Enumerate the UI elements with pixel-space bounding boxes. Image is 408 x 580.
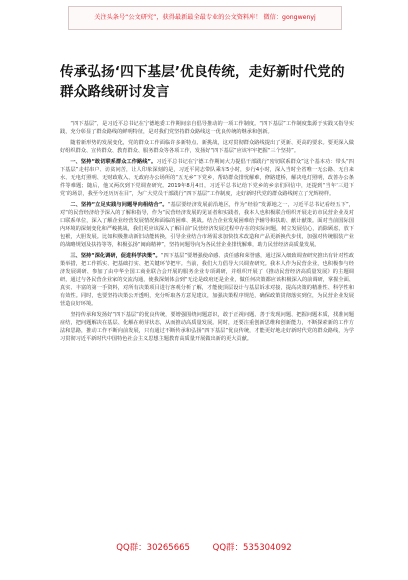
qq-group-2: QQ群：535304092	[212, 543, 292, 553]
paragraph: 坚持传承和发扬好“四下基层”的优良传统，要增强围绕问题意识，敢于正视问题、善于发现问题、把握问题本质，找准问题症结，把问题解决在基层、化解在萌芽状态，从而推动高质量发展。同时，还要注重创新思维和创新能力，不断探索新的工作方法和思路，推动工作不断向前发展，只有通过不断传承和弘扬“四下基层”优良传统，才能更好地走好新时代党的群众路线，为学习贯彻习近平新时代中国特色社会主义思想主题教育高质量开展做出新的更大贡献。	[60, 311, 354, 342]
qq-group-1: QQ群：30265665	[116, 543, 190, 553]
section-heading: 三、坚持“深化调研，促进科学决策”。	[70, 253, 161, 260]
article-body	[60, 121, 354, 347]
paragraph: 一、坚持“敢切联系群众工作路线”。习近平总书记在宁德工作期间大力提倡干部践行“密切联系群众”这个基本功：带头“四下基层”走村串户、访贫问苦，让人印象深刻的是，习近平同志带队乘车5小时，步行4小时，深入当时全省唯一无公路、无自来水、无电灯照明、无财政收入、无政府办公场所的“五无乡”下党乡，帮助群众排忧解难，修路建桥，解决电灯照明，改善办公条件等难题；随后，他又两次到下党调查研究。2019年8月4日，习近平总书记给下党乡的乡亲们回信中，还提到“当年‘三进下党’的场景，我至今还历历在目”，为广大党员干部践行“四下基层”工作制度，走好新时代党的群众路线树立了光辉榜样。	[60, 159, 354, 198]
paragraph: 二、坚持“立足实践与问题导向相结合”。“基层要经济发展前沿地区，作为“经验”发源地之一，习近平总书记看经五下”，对“的民营经济给予深入的了解和指导，作为“民营经济发展的见证者和实践者，我本人也积极联合组织开展走访市民营企业及对口联系单位，深入了解企业经营发展情况和面临的困难、挑战。结合企业发展困难给予辅导和扶助、献计献策。面对当前国际国内环境的深刻变化和严峻挑战，我们更应该深入了解目前“民营经济发展过程中存在的实际问题，树立发展信心，消除顾虑，放下包袱，大胆发展。比如积极推动新旧动能转换，引导企业结合市场需求加快技术改造和产品更新换代步伐，加强对传统服装产业的战略规划及扶持等等，积极弘扬“闽商精神”，坚持问题导向为各民营企业排忧解难，助力民营经济高质量发展。	[60, 202, 354, 248]
top-banner[interactable]: 关注头条号“公文研究”，获得最新最全最专业的公文资料库！ 微信：gongwenyj	[68, 6, 342, 30]
section-heading: 一、坚持“敢切联系群众工作路线”。	[70, 159, 157, 166]
footer-contact	[0, 541, 408, 555]
paragraph: 随着新形势的发展变化，党的群众工作面临许多新特点、新挑战，这对贯彻群众路线提出了更新、更高的要求。要更深入做好组织群众、宣传群众、教育群众、服务群众等各项工作，发扬好“四下基层”应该牢牢把握“三个坚持”。	[60, 140, 354, 155]
article-title: 传承弘扬‘四下基层’优良传统，走好新时代党的群众路线研讨发言	[60, 64, 345, 100]
paragraph: “四下基层”，是习近平总书记在宁德地委工作期间亲自倡导推动的一项工作制度。“四下基层”工作制度集源于实践又指导实践，充分彰显了群众路线的鲜明特征，是对我们党坚持群众路线这一优良传统的继承和创新。	[60, 121, 354, 135]
paragraph: 三、坚持“深化调研，促进科学决策”。“四下基层”要增强使命感、责任感和荣誉感，通过深入细致调查研究推出有针对性政策举措，把工作抓实、把基础打实、把关键环节把牢。当前，我们大力倡导大兴调查研究。我本人作为民营企业，也积极参与经济发展调研、参加了由中华全国工商业联合会开展的服务企业专项调研，并组织开展了《推动民营经济高质量发展》的主题调研，通过与各民营企业家的交流沟通，使我深刻体会到“无论是政府还是企业，做任何决策都应该积极深入的前调研，掌握全面、真实、丰富的第一手资料，对所有决策项目进行客观分析了解，才能使顶层设计与基层诉求对接，提高决策的精准性、科学性和有效性。同时，也要坚持决策公开透明，充分听取各方意见建议，加强决策程序规范，确保政策贯彻落实到位，为民营企业发展营造良好环境。	[60, 253, 354, 307]
section-heading: 二、坚持“立足实践与问题导向相结合”。	[70, 202, 168, 209]
